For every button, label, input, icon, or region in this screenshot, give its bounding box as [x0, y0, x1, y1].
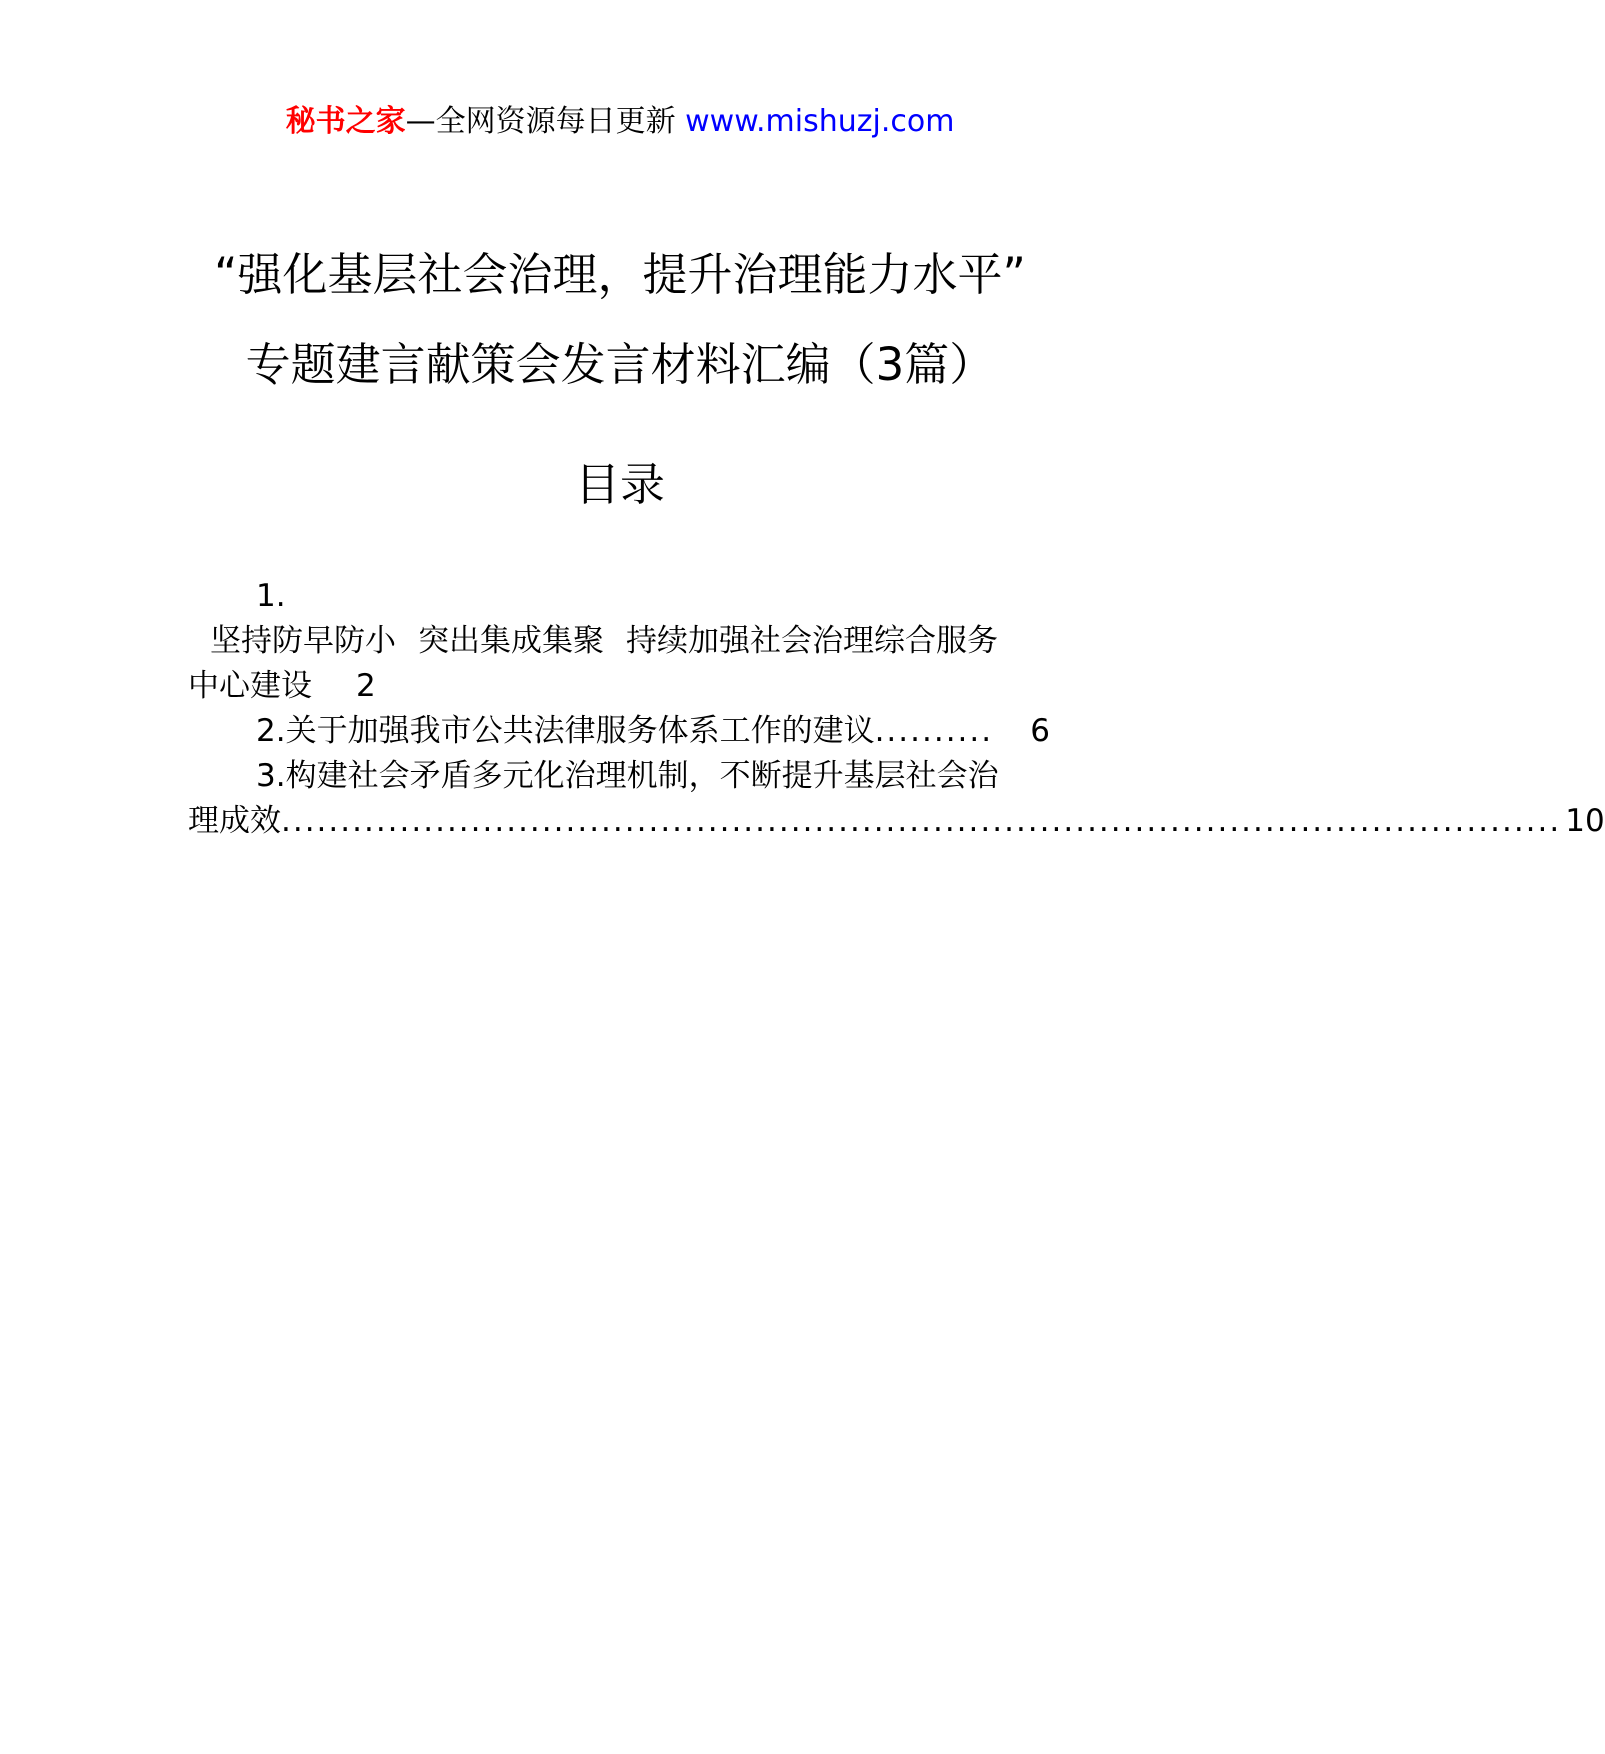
title-line-1: “强化基层社会治理，提升治理能力水平”: [214, 248, 1026, 301]
toc-entry-text-part: 坚持防早防小: [210, 623, 396, 659]
toc-heading: 目录: [574, 458, 665, 511]
toc-entry-text-part: 突出集成集聚: [418, 623, 604, 659]
toc-entry-continuation: 中心建设: [188, 668, 312, 704]
toc-leader-dots: ..........: [874, 713, 994, 749]
toc-entry-number: 1.: [256, 578, 286, 614]
toc-entry-text: 2.关于加强我市公共法律服务体系工作的建议: [256, 713, 875, 749]
title-line-2: 专题建言献策会发言材料汇编（3篇）: [245, 338, 995, 391]
toc-entry-2[interactable]: [188, 709, 1050, 754]
table-of-contents: [188, 574, 1605, 844]
toc-entry-text: 3.构建社会矛盾多元化治理机制，不断提升基层社会治: [256, 758, 999, 794]
toc-entry-page-number: 6: [1030, 713, 1050, 749]
toc-entry-1[interactable]: [188, 574, 1050, 709]
toc-entry-page-number: 10: [1565, 803, 1605, 839]
site-header: [0, 100, 1240, 144]
toc-entry-text-part: 持续加强社会治理综合服务: [626, 623, 998, 659]
toc-leader-dots: ............................................................................................................: [281, 803, 1562, 839]
toc-entry-page-number: 2: [356, 668, 376, 704]
site-url-link[interactable]: www.mishuzj.com: [685, 104, 955, 139]
document-title: [0, 230, 1240, 410]
brand-name: 秘书之家: [285, 104, 406, 139]
toc-entry-3[interactable]: [188, 754, 1605, 844]
toc-entry-continuation: 理成效: [188, 803, 281, 839]
header-tagline: —全网资源每日更新: [405, 104, 686, 139]
